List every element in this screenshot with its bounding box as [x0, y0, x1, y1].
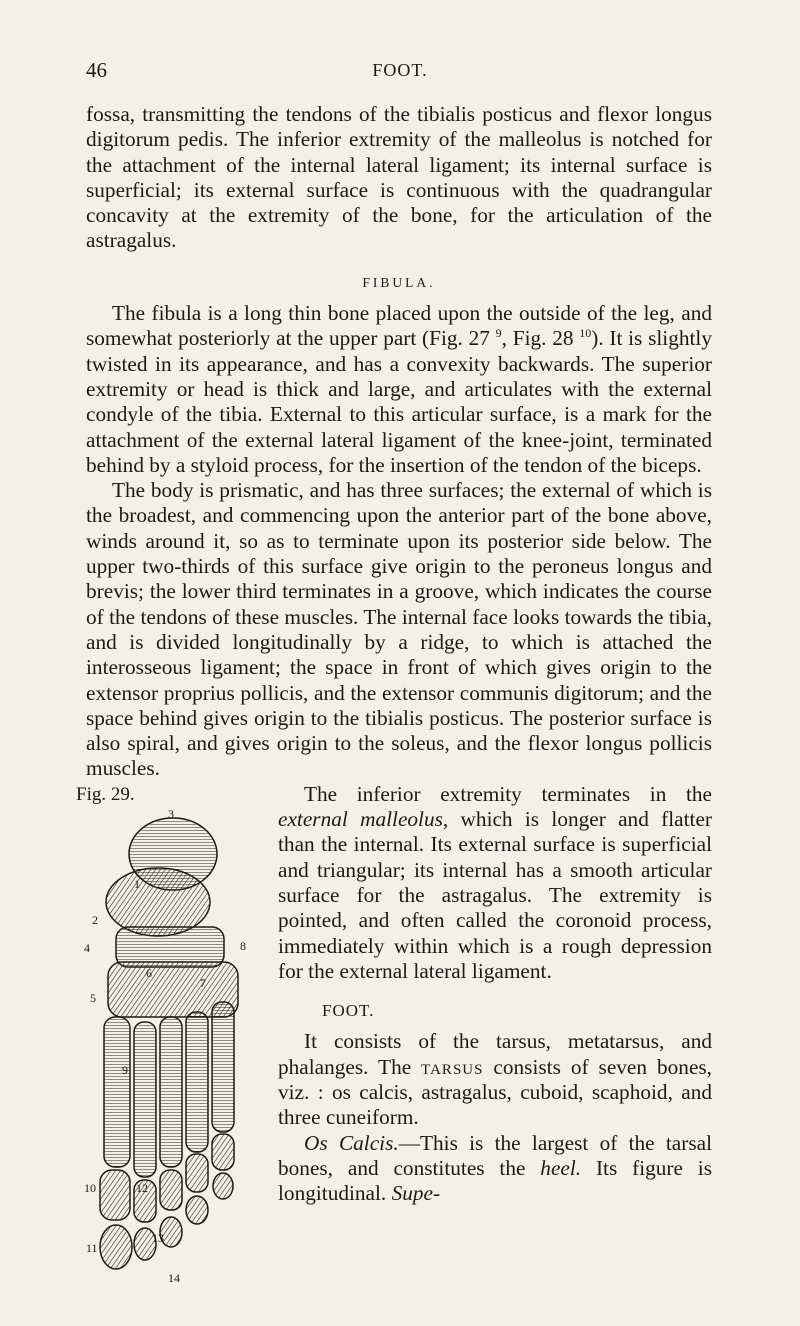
figure-label: 14: [168, 1270, 180, 1285]
text-run: The fibula is a long thin bone placed upon the outside of the leg, and somewhat posteriorly at the upper part (Fig. 27: [86, 301, 712, 351]
figure-label: 8: [240, 938, 246, 953]
text-run: which is longer and flatter than the internal. Its external surface is superficial and triangular; its internal has a smooth articular surface for the astragalus. The extremity is pointed, and often called the coronoid process, immediately within which is a rough depression for the external lateral ligament.: [278, 807, 712, 983]
figure-caption: Fig. 29.: [76, 783, 135, 805]
foot-skeleton-illustration: [84, 806, 258, 1312]
figure-label: 13: [152, 1230, 164, 1245]
text-run: consists of seven bones, viz. : os calcis, astragalus, cuboid, scaphoid, and three cuneiform.: [278, 1054, 713, 1130]
astragalus-shape: [106, 868, 210, 936]
metatarsal-2-shape: [134, 1022, 156, 1177]
figure-label: 7: [200, 975, 206, 990]
text-run: , Fig. 28: [501, 326, 580, 351]
text-run: It consists of the tarsus, metatarsus, and phalanges. The: [278, 1029, 712, 1079]
phalanx-shape: [186, 1154, 208, 1192]
metatarsal-1-shape: [104, 1017, 130, 1167]
figure-label: 2: [92, 912, 98, 927]
phalanx-shape: [100, 1225, 132, 1269]
text-run: —This is the largest of the tarsal bones, and constitutes the: [278, 1130, 712, 1180]
metatarsal-4-shape: [186, 1012, 208, 1152]
section-heading-foot: FOOT.: [322, 1001, 375, 1021]
italic-run: external malleolus,: [278, 807, 449, 832]
figure-label: 5: [90, 990, 96, 1005]
figure-label: 3: [168, 806, 174, 821]
smallcaps-run: tarsus: [421, 1054, 484, 1079]
phalanx-shape: [160, 1170, 182, 1210]
italic-run: Os Calcis.: [304, 1130, 399, 1155]
metatarsal-5-shape: [212, 1002, 234, 1132]
figure-label: 12: [136, 1180, 148, 1195]
figure-label: 10: [84, 1180, 96, 1195]
section-heading-fibula: FIBULA.: [362, 274, 436, 290]
metatarsal-3-shape: [160, 1017, 182, 1167]
figure-label: 11: [86, 1240, 98, 1255]
phalanx-shape: [186, 1196, 208, 1224]
text-run: The inferior extremity terminates in the: [304, 781, 712, 806]
superscript: 10: [579, 326, 592, 341]
phalanx-shape: [212, 1134, 234, 1170]
figure-label: 4: [84, 940, 90, 955]
figure-label: 9: [122, 1062, 128, 1077]
figure-label: 1: [134, 876, 140, 891]
phalanx-shape: [213, 1173, 233, 1199]
figure-label: 6: [146, 965, 152, 980]
page-header: [0, 58, 800, 90]
figure-29: [76, 782, 266, 1314]
tarsal-row-shape: [116, 927, 224, 967]
paragraph-fibula-body: The body is prismatic, and has three surfaces; the external of which is the broadest, and commencing upon the anterior part of the bone above, winds around it, so as to terminate upon its posterior side below. The upper two-thirds of this surface give origin to the peroneus longus and brevis; the lower third terminates in a groove, which indicates the course of the tendons of these muscles. The internal face looks towards the tibia, and is divided longitudinally by a ridge, to which is attached the interosseous ligament; the space in front of which gives origin to the extensor proprius pollicis, and the extensor communis digitorum; and the space behind gives origin to the tibialis posticus. The posterior surface is also spiral, and gives origin to the soleus, and the flexor longus pollicis muscles.: [86, 478, 712, 781]
text-run: Its figure is longitudinal.: [278, 1155, 713, 1206]
italic-run: Supe-: [391, 1181, 441, 1206]
superscript: 9: [495, 326, 502, 341]
phalanx-shape: [100, 1170, 130, 1220]
text-run: ). It is slightly twisted in its appearance, and has a convexity backwards. The superior extremity or head is thick and large, and articulates with the external condyle of the tibia. External to this articular surface, is a mark for the attachment of the external lateral ligament of the knee-joint, terminated behind by a styloid process, for the insertion of the tendon of the biceps.: [86, 326, 712, 477]
italic-run: heel.: [540, 1155, 582, 1180]
page-number: 46: [86, 58, 107, 82]
body-text: [76, 102, 713, 1316]
paragraph-continued: fossa, transmitting the tendons of the tibialis posticus and flexor longus digitorum pedis. The inferior extremity of the malleolus is notched for the attachment of the internal lateral ligament; its internal surface is superficial; its external surface is continuous with the quadrangular concavity at the extremity of the bone, for the articulation of the astragalus.: [86, 102, 712, 253]
running-head: FOOT.: [372, 60, 428, 80]
paragraph-fibula-intro: [86, 301, 712, 478]
